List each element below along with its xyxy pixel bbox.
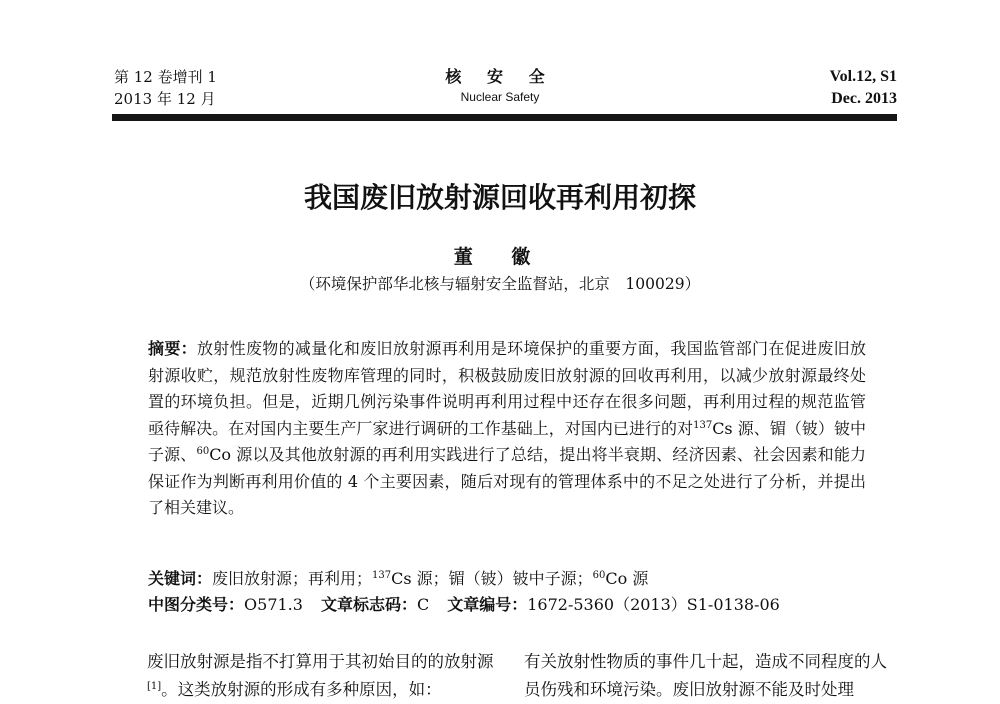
citation-ref: [1]: [147, 681, 162, 692]
author-affiliation: （环境保护部华北核与辐射安全监督站，北京 100029）: [299, 275, 701, 293]
body-column-right: [524, 648, 900, 704]
keywords: [148, 566, 866, 592]
header-date-zh: 2013 年 12 月: [114, 90, 216, 108]
abstract-sup-2: 60: [196, 446, 210, 457]
keywords-label: 关键词：: [148, 569, 213, 588]
classification-line: [148, 592, 908, 618]
keywords-text-1: 废旧放射源；再利用；: [212, 569, 373, 588]
keywords-text-3: Co 源: [605, 569, 649, 588]
header-volume-en: [830, 66, 897, 110]
header-volume-zh: 第 12 卷增刊 1: [114, 68, 217, 86]
abstract-sup-1: 137: [693, 419, 713, 431]
keywords-sup-1: 137: [372, 570, 392, 581]
header-journal: [400, 66, 600, 106]
abstract-text-3: Co 源以及其他放射源的再利用实践进行了总结，提出将半衰期、经济因素、社会因素和能力保证作为判断再利用价值的 4 个主要因素，随后对现有的管理体系中的不足之处进行了分析，并提出了相关建议。: [148, 445, 866, 517]
keywords-sup-2: 60: [592, 570, 606, 581]
body-paragraph-left: [112, 648, 497, 704]
body-right-text: 有关放射性物质的事件几十起，造成不同程度的人员伤残和环境污染。废旧放射源不能及时处理: [524, 652, 887, 699]
body-left-text: 废旧放射源是指不打算用于其初始目的的放射源: [147, 652, 494, 671]
header-volume-en-text: Vol.12, S1: [829, 68, 897, 85]
header-volume-info: [114, 66, 217, 110]
body-column-left: [112, 648, 497, 704]
doc-code-value: C: [416, 595, 430, 614]
clc-value: O571.3: [244, 595, 303, 614]
keywords-text-2: Cs 源；镅（铍）铍中子源；: [391, 569, 593, 588]
journal-name-zh: 核 安 全: [445, 67, 555, 86]
abstract: [148, 336, 866, 522]
abstract-label: 摘要：: [148, 339, 197, 358]
paper-title: 我国废旧放射源回收再利用初探: [303, 181, 696, 214]
author-name: 董 徽: [453, 246, 547, 268]
clc-label: 中图分类号：: [148, 595, 245, 614]
article-number-value: 1672-5360（2013）S1-0138-06: [527, 595, 780, 614]
journal-name-en: Nuclear Safety: [460, 90, 540, 104]
header-rule: [112, 114, 897, 121]
abstract-text-1: 放射性废物的减量化和废旧放射源再利用是环境保护的重要方面，我国监管部门在促进废旧放射源收贮，规范放射性废物库管理的同时，积极鼓励废旧放射源的回收再利用，以减少放射源最终处置的环境负担。但是，近期几例污染事件说明再利用过程中还存在很多问题，再利用过程的规范监管亟待解决。在对国内主要生产厂家进行调研的工作基础上，对国内已进行的对: [148, 339, 866, 438]
body-left-tail: 。这类放射源的形成有多种原因，如：: [161, 680, 442, 699]
doc-code-label: 文章标志码：: [320, 595, 417, 614]
header-date-en: Dec. 2013: [831, 90, 897, 107]
article-number-label: 文章编号：: [447, 595, 528, 614]
abstract-text-2: Cs 源、镅（铍）铍中子源、: [148, 418, 866, 464]
